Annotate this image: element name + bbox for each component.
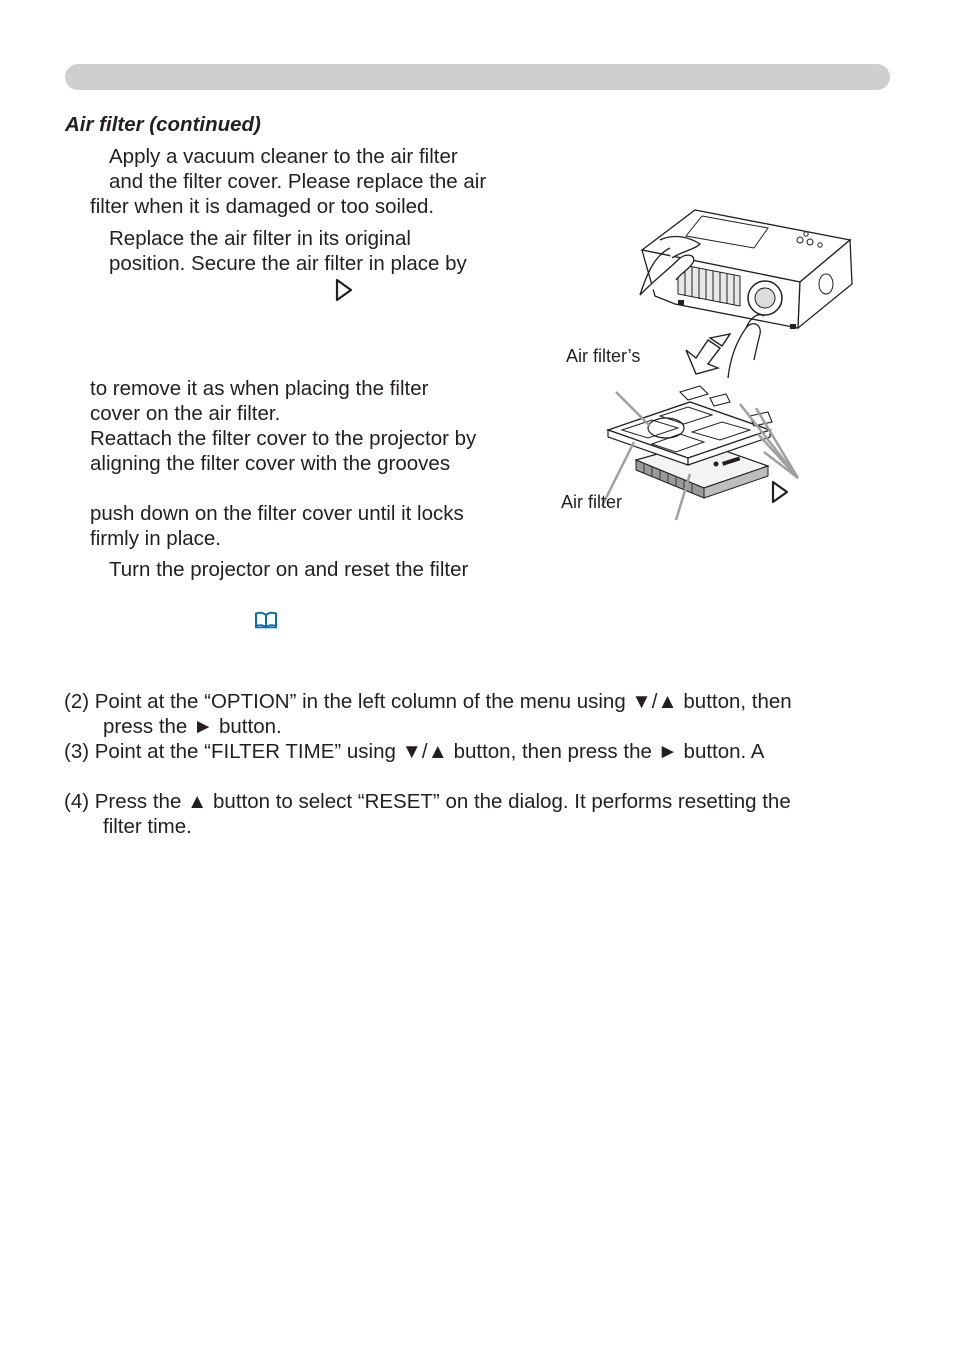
text-line: Apply a vacuum cleaner to the air filter bbox=[109, 145, 458, 168]
text-line: filter when it is damaged or too soiled. bbox=[90, 195, 435, 218]
header-bar bbox=[65, 64, 890, 90]
text-line: push down on the filter cover until it locks bbox=[90, 502, 464, 525]
step-2-continuation: press the ► button. bbox=[103, 715, 282, 738]
text-line: Replace the air filter in its original bbox=[109, 227, 411, 250]
play-arrow-icon bbox=[770, 480, 790, 504]
text-line: to remove it as when placing the filter bbox=[90, 377, 429, 400]
figure-label-lower: Air filter bbox=[561, 492, 623, 512]
book-reference-icon bbox=[254, 611, 278, 629]
text-line: cover on the air filter. bbox=[90, 402, 281, 425]
text-line: position. Secure the air filter in place by bbox=[109, 252, 467, 275]
figure-label-upper: Air filter’s bbox=[566, 346, 641, 366]
text-line: firmly in place. bbox=[90, 527, 222, 550]
step-4-continuation: filter time. bbox=[103, 815, 192, 838]
text-line: Reattach the filter cover to the projector by bbox=[90, 427, 477, 450]
section-title: Air filter (continued) bbox=[65, 113, 261, 136]
play-arrow-icon bbox=[334, 278, 354, 302]
step-2-line: (2) Point at the “OPTION” in the left column of the menu using ▼/▲ button, then bbox=[64, 690, 792, 713]
text-line: aligning the filter cover with the grooves bbox=[90, 452, 451, 475]
text-line: Turn the projector on and reset the filter bbox=[109, 558, 469, 581]
text-line: and the filter cover. Please replace the air bbox=[109, 170, 487, 193]
step-4-line: (4) Press the ▲ button to select “RESET” on the dialog. It performs resetting the bbox=[64, 790, 791, 813]
step-3-line: (3) Point at the “FILTER TIME” using ▼/▲ button, then press the ► button. A bbox=[64, 740, 765, 763]
